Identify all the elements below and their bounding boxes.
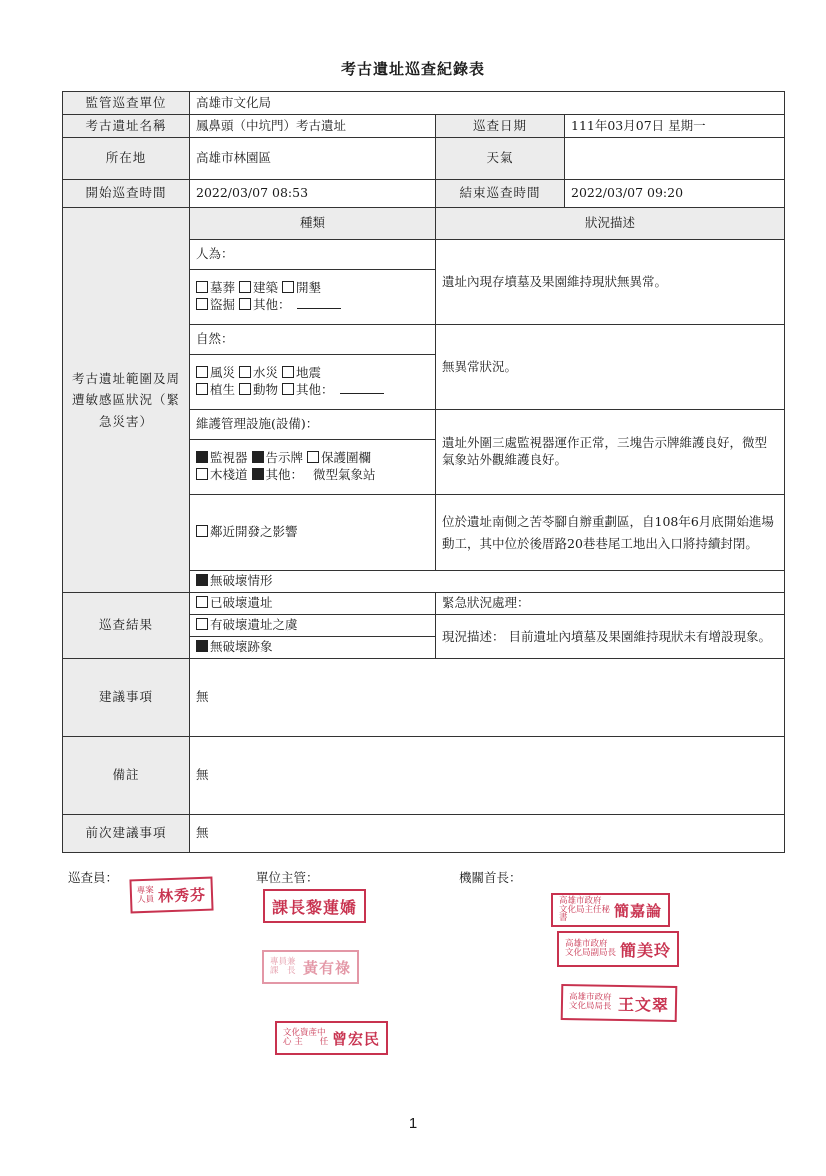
stamp-name: 黃有祿	[303, 958, 352, 977]
inspection-form-table	[62, 91, 785, 853]
checkbox-nature-1[interactable]	[239, 366, 251, 378]
blank-line	[340, 383, 384, 394]
option-label: 水災	[253, 365, 279, 381]
stamp-small-text: 文化資產中心 主 任	[283, 1028, 329, 1047]
survey-section-label	[63, 208, 190, 593]
suggestion-label: 建議事項	[63, 659, 190, 737]
date-label: 巡查日期	[436, 115, 565, 138]
checkbox-facility-3[interactable]	[196, 468, 208, 480]
blank-line	[297, 298, 341, 309]
start-time-label: 開始巡查時間	[63, 180, 190, 208]
stamp-small-text: 高雄市政府 文化局主任秘書	[559, 895, 611, 924]
site-value: 鳳鼻頭（中坑門）考古遺址	[190, 115, 436, 138]
page-number: 1	[408, 1115, 418, 1132]
description-column-header: 狀況描述	[436, 208, 785, 240]
type-column-header: 種類	[190, 208, 436, 240]
option-label: 動物	[253, 382, 279, 397]
stamp-director-general	[561, 984, 678, 1022]
stamp-name: 課長黎蓮嬌	[272, 897, 358, 917]
status-description: 現況描述： 目前遺址內墳墓及果園維持現狀未有增設現象。	[436, 615, 785, 659]
stamp-name: 林秀芬	[157, 885, 207, 905]
option-label: 保護圍欄	[321, 450, 372, 466]
facility-label: 維護管理設施(設備)：	[190, 410, 436, 440]
weather-label: 天氣	[436, 138, 565, 180]
checkbox-human-0[interactable]	[196, 281, 208, 293]
checkbox-nature-2[interactable]	[282, 366, 294, 378]
remark-value: 無	[190, 737, 785, 815]
stamp-inspector	[129, 877, 213, 914]
stamp-small-text: 專案 人員	[136, 885, 155, 906]
nature-label: 自然：	[190, 325, 436, 355]
form-title: 考古遺址巡查紀錄表	[340, 60, 485, 78]
option-label: 有破壞遺址之虞	[210, 617, 298, 633]
option-label: 監視器	[210, 450, 248, 466]
checkbox-nature-4[interactable]	[239, 383, 251, 395]
inspector-label: 巡查員：	[68, 870, 119, 885]
option-label: 墓葬	[210, 280, 236, 296]
result-option-2	[190, 637, 436, 659]
nature-options	[190, 355, 436, 410]
stamp-center-director	[275, 1021, 388, 1055]
supervisor-label: 單位主管：	[256, 870, 319, 885]
stamp-name: 王文翠	[617, 994, 670, 1015]
end-time-label: 結束巡查時間	[436, 180, 565, 208]
checkbox-facility-1[interactable]	[252, 451, 264, 463]
checkbox-no-damage[interactable]	[196, 574, 208, 586]
facility-options	[190, 440, 436, 495]
checkbox-human-2[interactable]	[282, 281, 294, 293]
stamp-name: 曾宏民	[332, 1029, 381, 1048]
stamp-section-chief	[263, 889, 366, 923]
end-time-value: 2022/03/07 09:20	[565, 180, 785, 208]
checkbox-result-0[interactable]	[196, 596, 208, 608]
human-label: 人為：	[190, 240, 436, 270]
nearby-development	[190, 495, 436, 571]
checkbox-human-3[interactable]	[196, 298, 208, 310]
option-label: 告示牌	[265, 450, 304, 466]
head-label: 機關首長：	[459, 870, 522, 885]
unit-label: 監管巡查單位	[63, 92, 190, 115]
option-label: 鄰近開發之影響	[210, 524, 298, 540]
weather-value	[565, 138, 785, 180]
checkbox-nature-0[interactable]	[196, 366, 208, 378]
stamp-small-text: 高雄市政府 文化局副局長	[565, 939, 617, 958]
emergency-label: 緊急狀況處理：	[436, 593, 785, 615]
option-label: 已破壞遺址	[210, 595, 273, 611]
option-label: 木棧道	[210, 467, 248, 482]
remark-label: 備註	[63, 737, 190, 815]
checkbox-nearby[interactable]	[196, 525, 208, 537]
option-label: 其他：	[265, 467, 304, 482]
stamp-small-text: 高雄市政府 文化局局長	[568, 992, 612, 1012]
stamp-chief-secretary	[551, 893, 670, 927]
human-options	[190, 270, 436, 325]
nature-description: 無異常狀況。	[436, 325, 785, 410]
option-label: 其他：	[296, 382, 334, 397]
result-option-0	[190, 593, 436, 615]
option-label: 其他：	[253, 297, 291, 312]
suggestion-value: 無	[190, 659, 785, 737]
site-label: 考古遺址名稱	[63, 115, 190, 138]
survey-section-text: 考古遺址範圍及周遭敏感區狀況（緊急災害）	[71, 371, 180, 429]
checkbox-human-4[interactable]	[239, 298, 251, 310]
stamp-name: 簡美玲	[620, 940, 672, 960]
checkbox-human-1[interactable]	[239, 281, 251, 293]
checkbox-result-1[interactable]	[196, 618, 208, 630]
option-label: 無破壞跡象	[210, 639, 273, 655]
location-value: 高雄市林園區	[190, 138, 436, 180]
nearby-description: 位於遺址南側之苦苓腳自辦重劃區，自108年6月底開始進場動工，其中位於後厝路20巷巷尾工地出入口將持續封閉。	[436, 495, 785, 571]
option-label: 地震	[296, 365, 322, 381]
stamp-deputy-director	[557, 931, 679, 967]
checkbox-facility-4[interactable]	[252, 468, 264, 480]
checkbox-result-2[interactable]	[196, 640, 208, 652]
previous-label: 前次建議事項	[63, 815, 190, 853]
stamp-specialist	[262, 950, 359, 984]
result-option-1	[190, 615, 436, 637]
unit-value: 高雄市文化局	[190, 92, 785, 115]
previous-value: 無	[190, 815, 785, 853]
checkbox-facility-2[interactable]	[307, 451, 319, 463]
option-label: 植生	[210, 382, 236, 397]
option-label: 開墾	[296, 280, 322, 296]
option-label: 建築	[253, 280, 279, 296]
option-label: 風災	[210, 365, 236, 381]
stamp-name: 簡嘉論	[614, 901, 663, 920]
result-label: 巡查結果	[63, 593, 190, 659]
checkbox-nature-3[interactable]	[196, 383, 208, 395]
start-time-value: 2022/03/07 08:53	[190, 180, 436, 208]
option-label: 盜掘	[210, 297, 236, 312]
location-label: 所在地	[63, 138, 190, 180]
human-description: 遺址內現存墳墓及果園維持現狀無異常。	[436, 240, 785, 325]
no-damage-row	[190, 571, 785, 593]
option-label: 無破壞情形	[210, 573, 273, 589]
stamp-small-text: 專員兼 課 長	[270, 957, 296, 976]
facility-description: 遺址外圍三處監視器運作正常，三塊告示牌維護良好，微型氣象站外觀維護良好。	[436, 410, 785, 495]
date-value: 111年03月07日 星期一	[565, 115, 785, 138]
other-text: 微型氣象站	[313, 467, 376, 482]
checkbox-facility-0[interactable]	[196, 451, 208, 463]
checkbox-nature-5[interactable]	[282, 383, 294, 395]
